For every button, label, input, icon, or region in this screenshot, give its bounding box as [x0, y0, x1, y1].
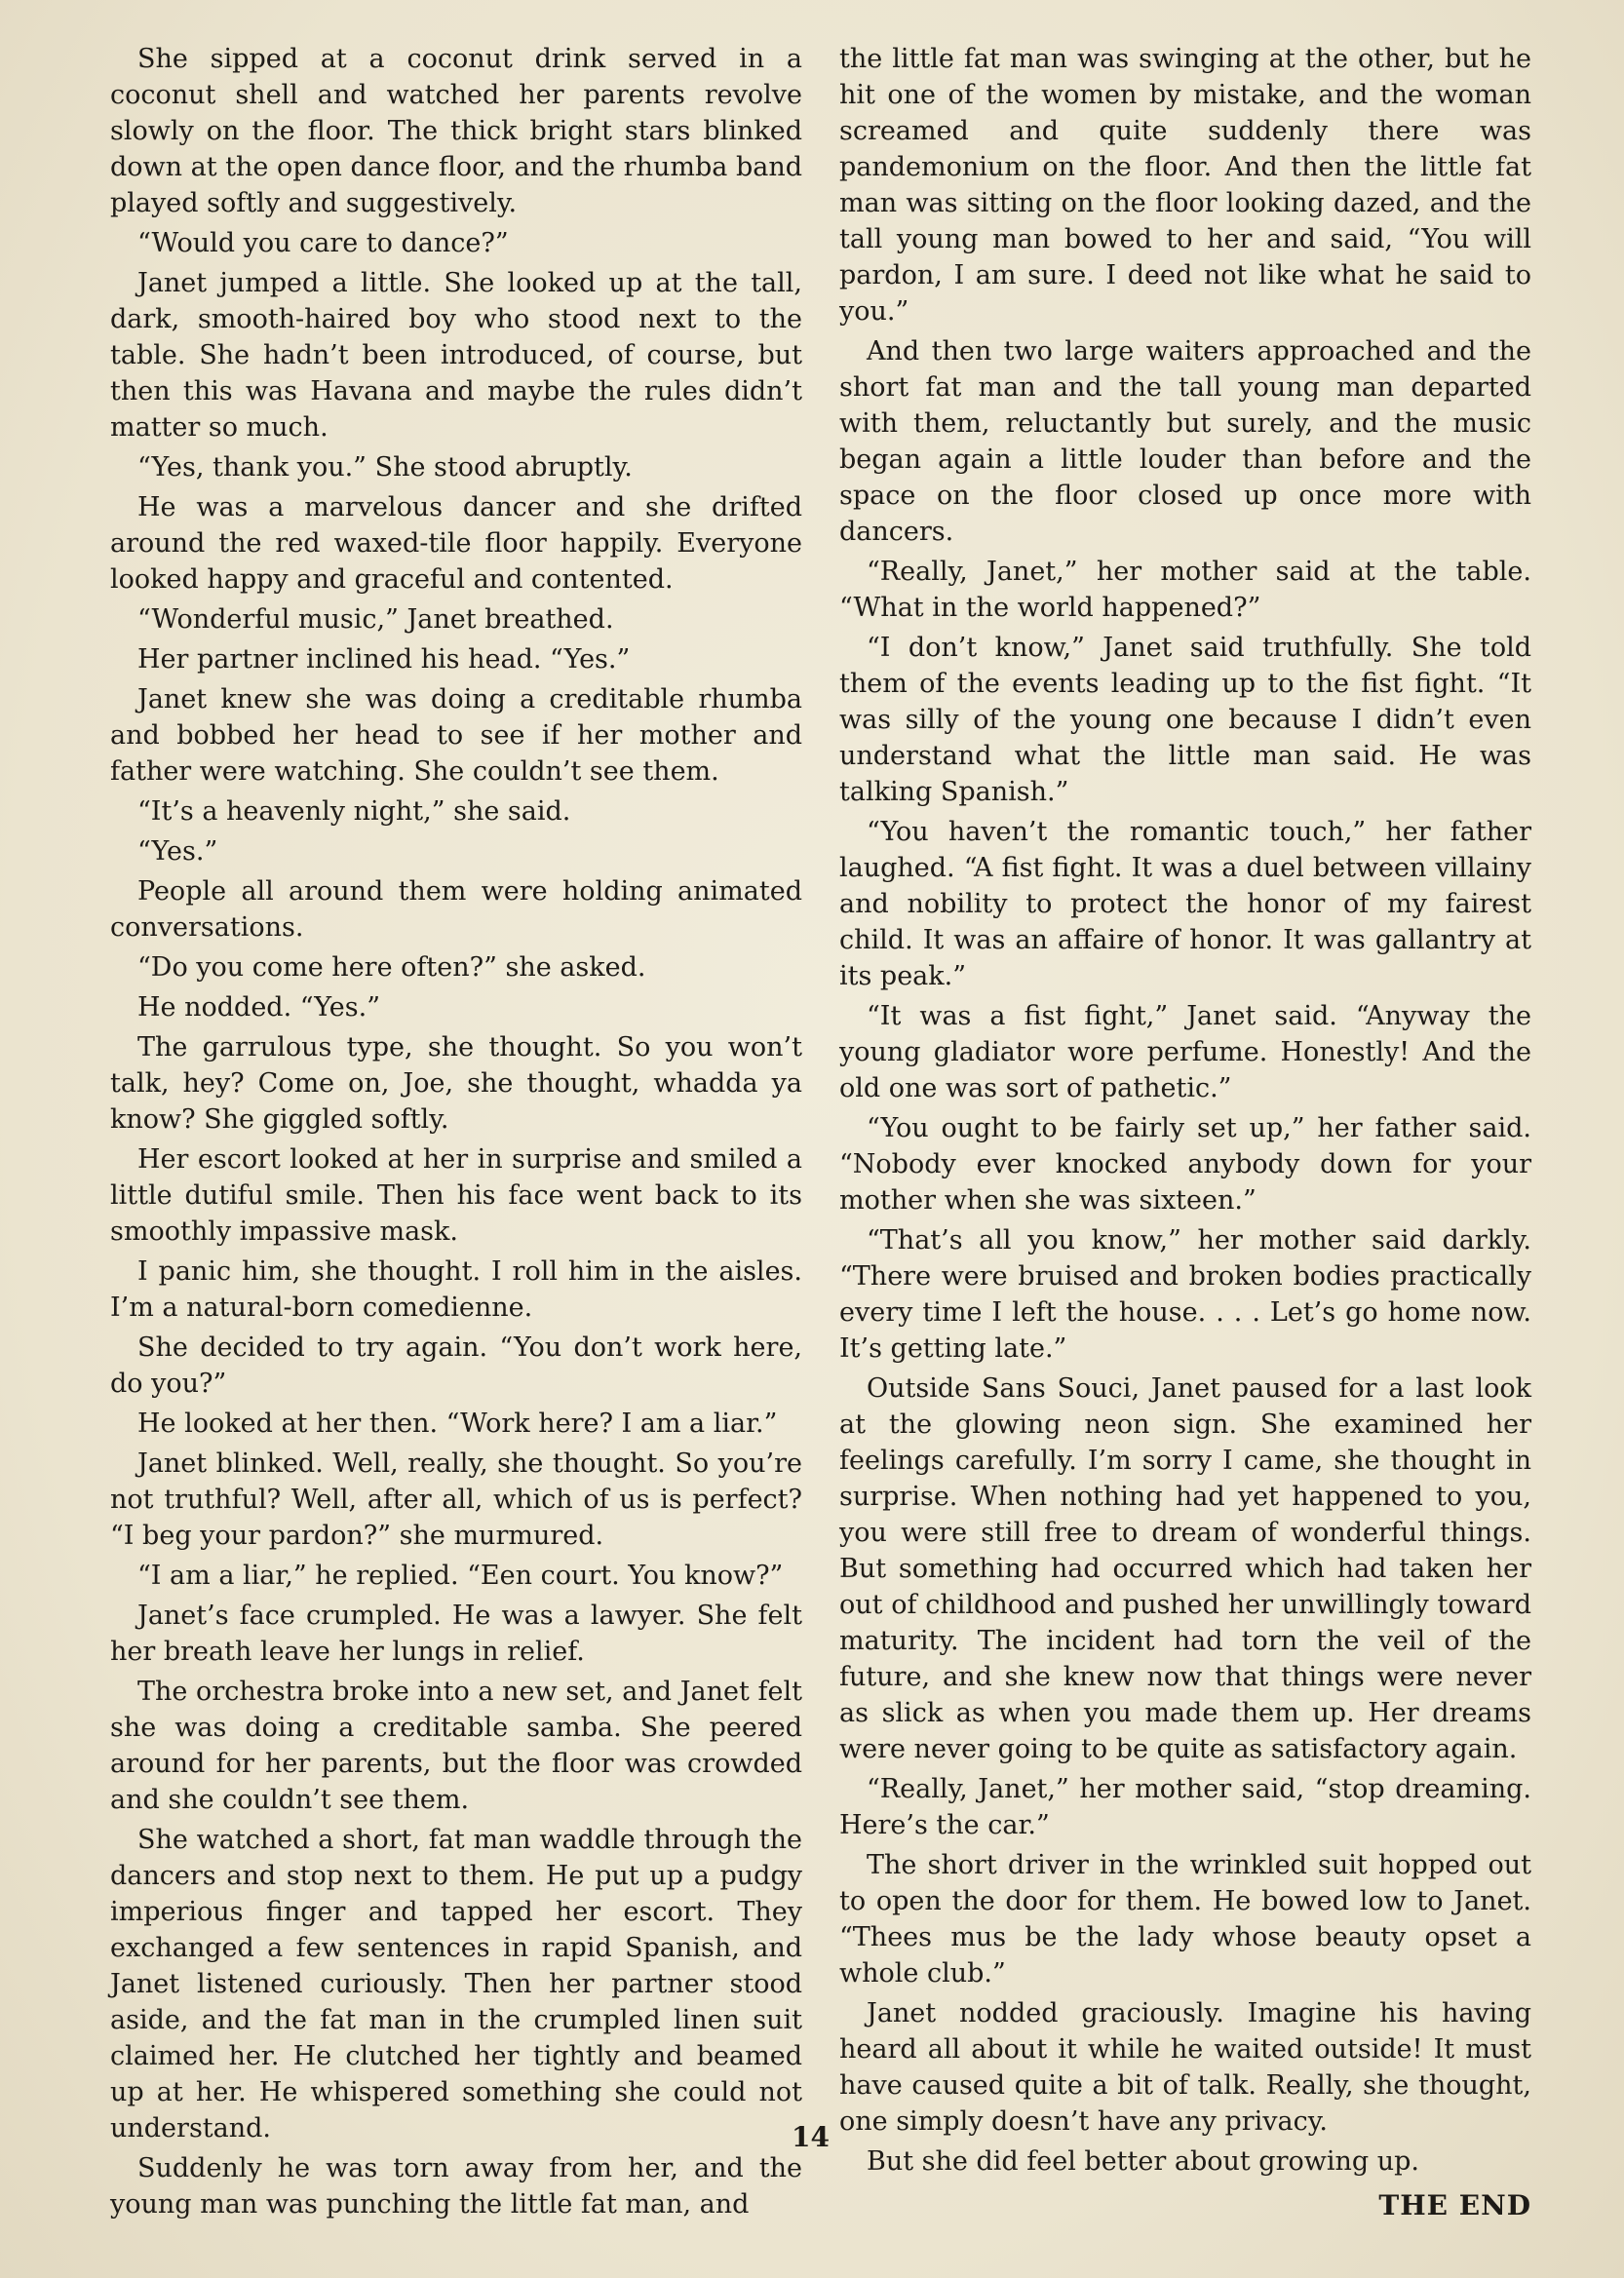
paragraph: “Really, Janet,” her mother said at the table. “What in the world happened?” — [839, 557, 1531, 623]
paragraph: “That’s all you know,” her mother said darkly. “There were bruised and broken bodies practically every time I left the house. . . . Let’s go home now. It’s getting late.” — [839, 1225, 1531, 1364]
paragraph: Her escort looked at her in surprise and smiled a little dutiful smile. Then his face went back to its smoothly impassive mask. — [110, 1144, 802, 1247]
paragraph: Janet nodded graciously. Imagine his having heard all about it while he waited outside! It must have caused quite a bit of talk. Really, she thought, one simply doesn’t have any privacy. — [839, 1998, 1531, 2137]
paragraph: Outside Sans Souci, Janet paused for a last look at the glowing neon sign. She examined her feelings carefully. I’m sorry I came, she thought in surprise. When nothing had yet happened to you, you were still free to dream of wonderful things. But something had occurred which had taken her out of childhood and pushed her unwillingly toward maturity. The incident had torn the veil of the future, and she knew now that things were never as slick as when you made them up. Her dreams were never going to be quite as satisfactory again. — [839, 1373, 1531, 1764]
paragraph: Janet jumped a little. She looked up at the tall, dark, smooth-haired boy who stood next to the table. She hadn’t been introduced, of course, but then this was Havana and maybe the rules didn’t matter so much. — [110, 268, 802, 443]
paragraph: The orchestra broke into a new set, and Janet felt she was doing a creditable samba. She peered around for her parents, but the floor was crowded and she couldn’t see them. — [110, 1677, 802, 1815]
paragraph: “Wonderful music,” Janet breathed. — [137, 604, 614, 635]
paragraph: “I am a liar,” he replied. “Een court. You know?” — [137, 1561, 784, 1591]
paragraph: People all around them were holding animated conversations. — [110, 876, 802, 943]
paragraph: Janet’s face crumpled. He was a lawyer. She felt her breath leave her lungs in relief. — [110, 1601, 802, 1667]
paragraph: The garrulous type, she thought. So you won’t talk, hey? Come on, Joe, she thought, whadda ya know? She giggled softly. — [110, 1032, 802, 1135]
paragraph: “Do you come here often?” she asked. — [137, 952, 646, 983]
paragraph: Janet knew she was doing a creditable rhumba and bobbed her head to see if her mother and father were watching. She couldn’t see them. — [110, 684, 802, 787]
the-end-label: THE END — [1378, 2189, 1531, 2221]
paragraph: He was a marvelous dancer and she drifted around the red waxed-tile floor happily. Everyone looked happy and graceful and contented. — [110, 492, 802, 595]
paragraph: I panic him, she thought. I roll him in the aisles. I’m a natural-born comedienne. — [110, 1256, 802, 1323]
paragraph: “Would you care to dance?” — [137, 228, 509, 258]
paragraph: “It’s a heavenly night,” she said. — [137, 796, 571, 827]
paragraph: “Yes, thank you.” She stood abruptly. — [137, 452, 633, 483]
paragraph: “Really, Janet,” her mother said, “stop dreaming. Here’s the car.” — [839, 1774, 1531, 1840]
paragraph: “You ought to be fairly set up,” her father said. “Nobody ever knocked anybody down for your mother when she was sixteen.” — [839, 1113, 1531, 1216]
paragraph: Janet blinked. Well, really, she thought. So you’re not truthful? Well, after all, which of us is perfect? “I beg your pardon?” she murmured. — [110, 1448, 802, 1551]
paragraph: But she did feel better about growing up. — [867, 2146, 1420, 2177]
paragraph: She decided to try again. “You don’t work here, do you?” — [110, 1332, 802, 1399]
paragraph: the little fat man was swinging at the other, but he hit one of the women by mistake, and the woman screamed and quite suddenly there was pandemonium on the floor. And then the little fat man was sitting on the floor looking dazed, and the tall young man bowed to her and said, “You will pardon, I am sure. I deed not like what he said to you.” — [839, 44, 1531, 327]
paragraph: Her partner inclined his head. “Yes.” — [137, 644, 631, 675]
right-column — [839, 41, 1531, 2223]
paragraph: He looked at her then. “Work here? I am a liar.” — [137, 1409, 778, 1439]
paragraph: “Yes.” — [137, 836, 218, 867]
page-number: 14 — [792, 2121, 830, 2153]
paragraph: “You haven’t the romantic touch,” her father laughed. “A fist fight. It was a duel between villainy and nobility to protect the honor of my fairest child. It was an affaire of honor. It was gallantry at its peak.” — [839, 817, 1531, 991]
paragraph: He nodded. “Yes.” — [137, 992, 380, 1023]
paragraph: She watched a short, fat man waddle through the dancers and stop next to them. He put up a pudgy imperious finger and tapped her escort. They exchanged a few sentences in rapid Spanish, and Janet listened curiously. Then her partner stood aside, and the fat man in the crumpled linen suit claimed her. He clutched her tightly and beamed up at her. He whispered something she could not understand. — [110, 1825, 802, 2143]
paragraph: The short driver in the wrinkled suit hopped out to open the door for them. He bowed low to Janet. “Thees mus be the lady whose beauty opset a whole club.” — [839, 1850, 1531, 1988]
left-column — [110, 41, 802, 2226]
paragraph: And then two large waiters approached and the short fat man and the tall young man departed with them, reluctantly but surely, and the music began again a little louder than before and the space on the floor closed up once more with dancers. — [839, 336, 1531, 547]
paragraph: She sipped at a coconut drink served in a coconut shell and watched her parents revolve slowly on the floor. The thick bright stars blinked down at the open dance floor, and the rhumba band played softly and suggestively. — [110, 44, 802, 218]
paragraph: Suddenly he was torn away from her, and the young man was punching the little fat man, and — [110, 2153, 802, 2220]
paragraph: “I don’t know,” Janet said truthfully. She told them of the events leading up to the fist fight. “It was silly of the young one because I didn’t even understand what the little man said. He was talking Spanish.” — [839, 633, 1531, 807]
paragraph: “It was a fist fight,” Janet said. “Anyway the young gladiator wore perfume. Honestly! And the old one was sort of pathetic.” — [839, 1001, 1531, 1103]
